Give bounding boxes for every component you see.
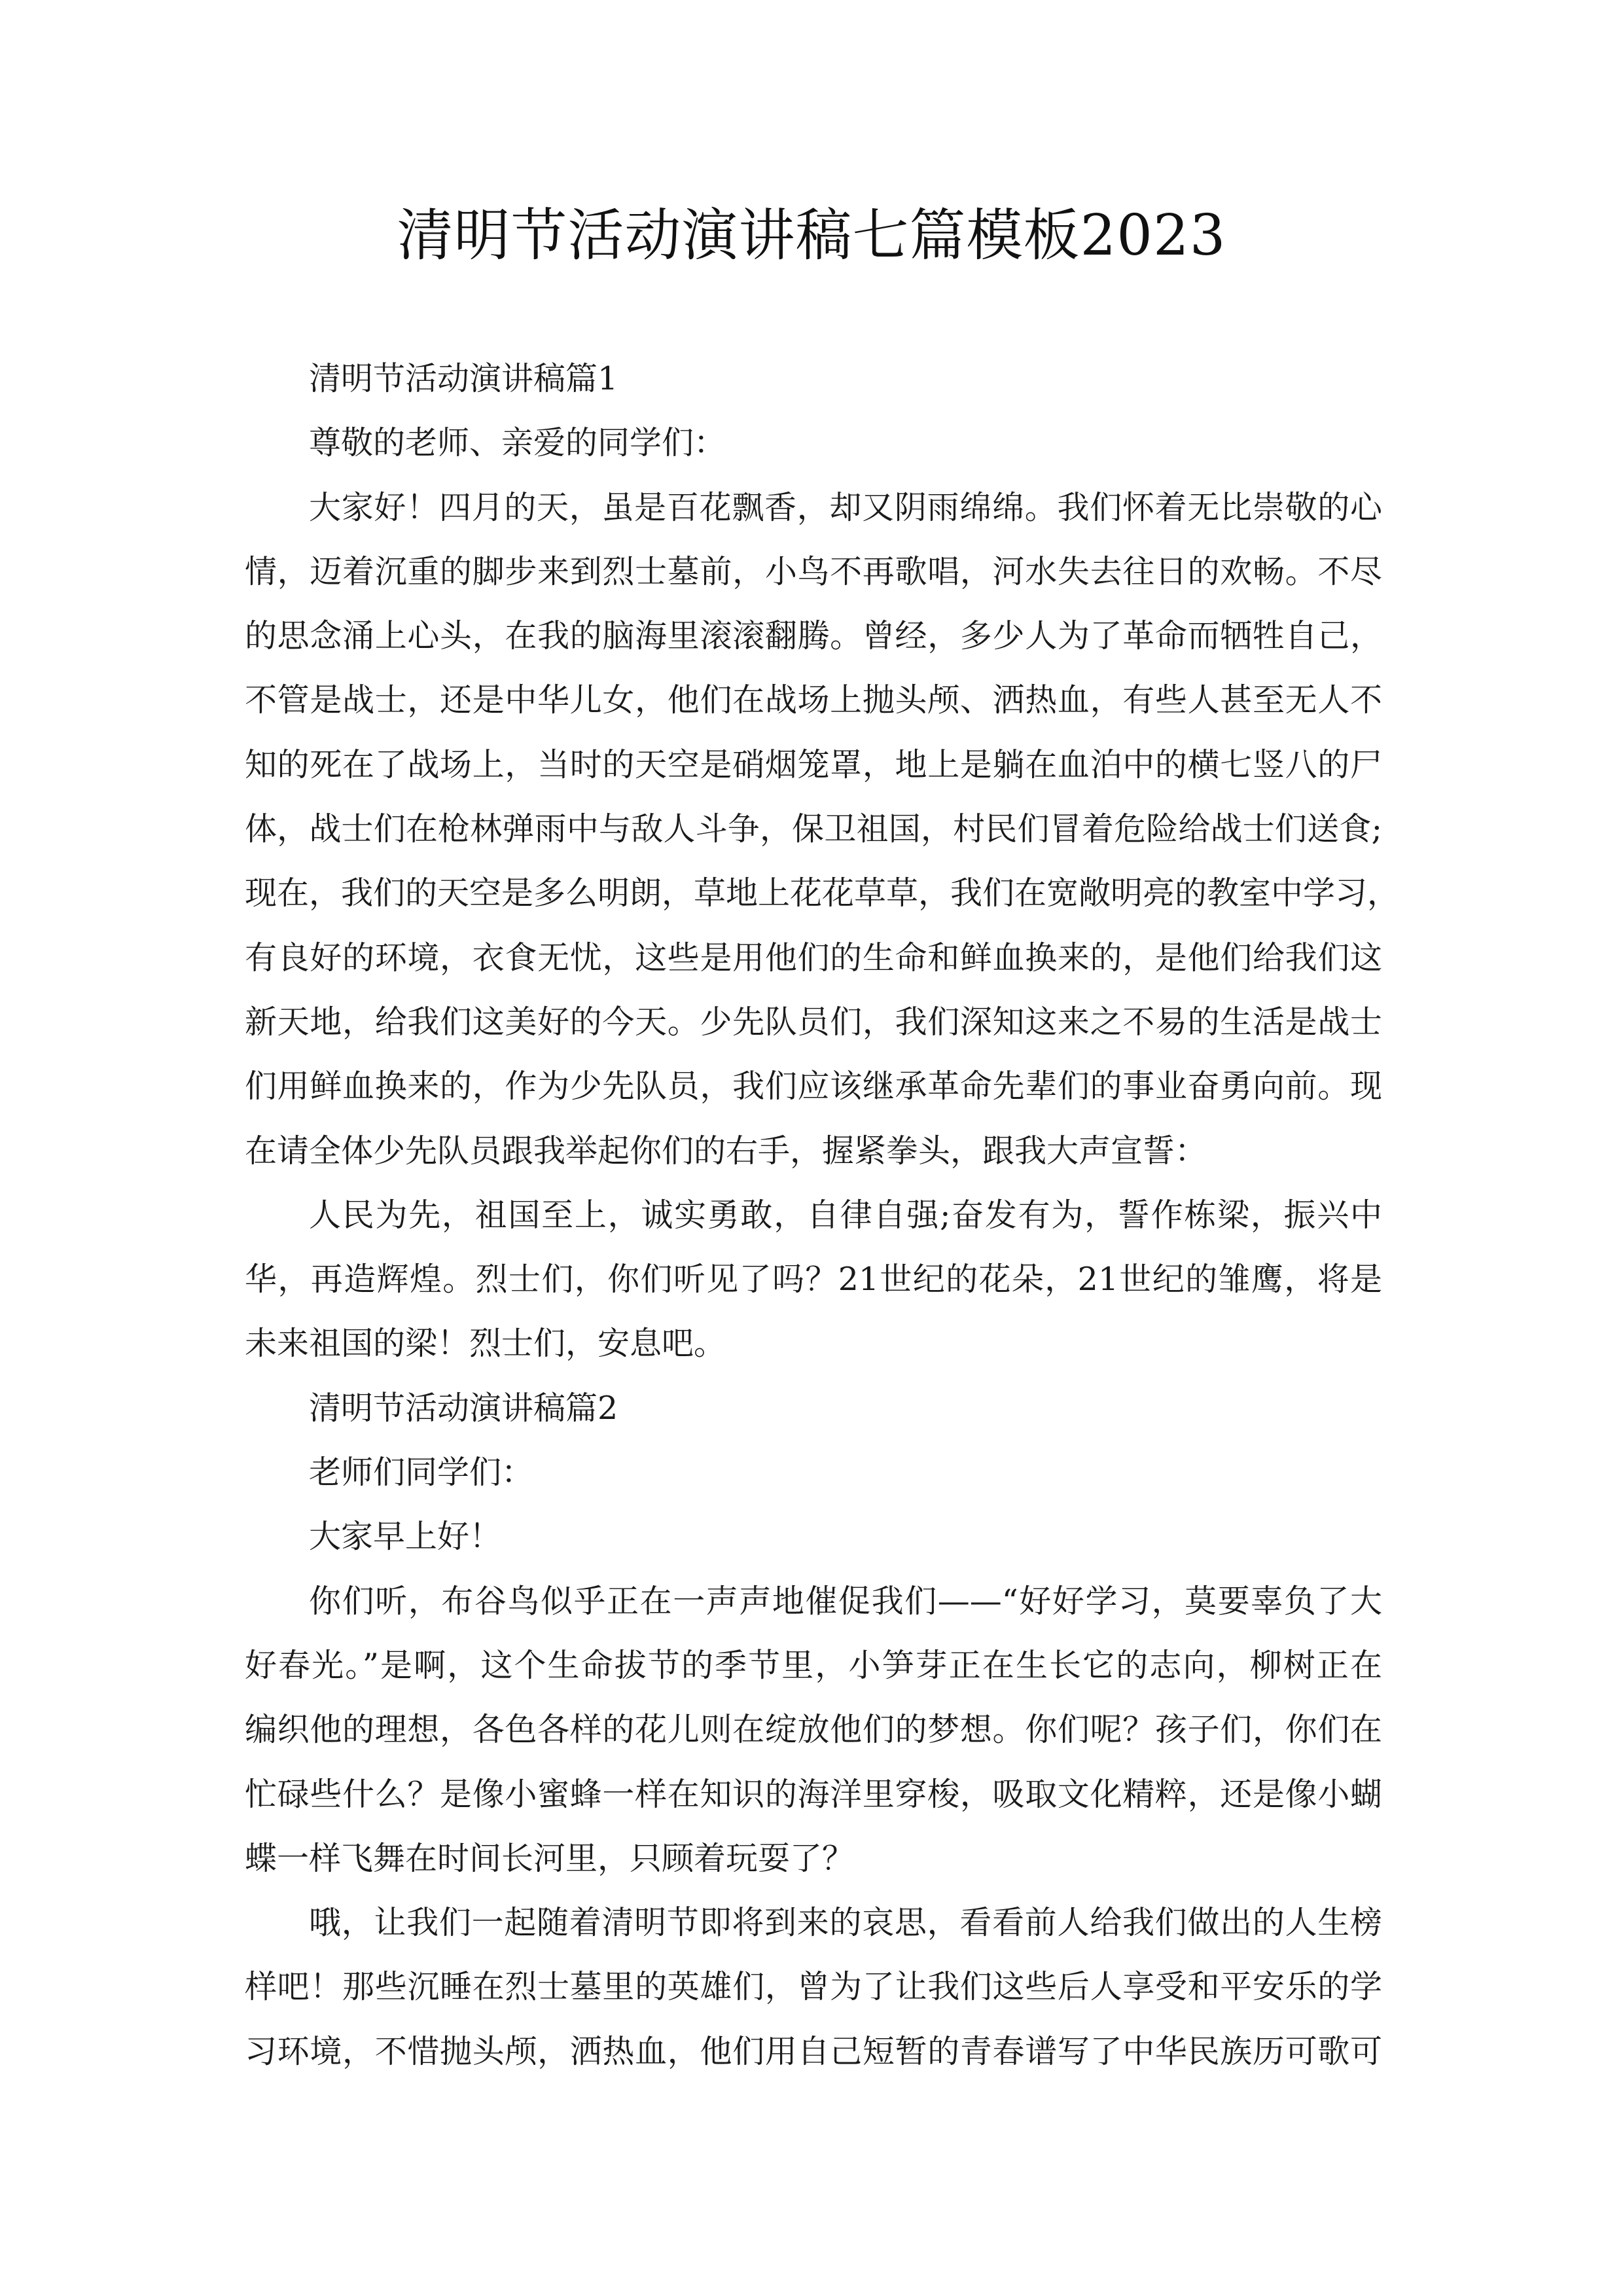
- paragraph-line: 新天地，给我们这美好的今天。少先队员们，我们深知这来之不易的生活是战士: [245, 1003, 1382, 1041]
- paragraph-line: 人民为先，祖国至上，诚实勇敢，自律自强;奋发有为，誓作栋梁，振兴中: [309, 1196, 1382, 1234]
- paragraph-line: 现在，我们的天空是多么明朗，草地上花花草草，我们在宽敞明亮的教室中学习，: [245, 874, 1400, 912]
- paragraph-line: 清明节活动演讲稿篇1: [309, 360, 618, 397]
- paragraph-line: 不管是战士，还是中华儿女，他们在战场上抛头颅、洒热血，有些人甚至无人不: [245, 681, 1382, 719]
- document-body: [245, 347, 1400, 2084]
- document-title: 清明节活动演讲稿七篇模板2023: [397, 203, 1226, 268]
- paragraph-line: 大家早上好！: [309, 1518, 502, 1556]
- paragraph-line: 体，战士们在枪林弹雨中与敌人斗争，保卫祖国，村民们冒着危险给战士们送食;: [245, 810, 1382, 848]
- paragraph-line: 知的死在了战场上，当时的天空是硝烟笼罩，地上是躺在血泊中的横七竖八的尸: [245, 745, 1382, 783]
- paragraph-line: 忙碌些什么？是像小蜜蜂一样在知识的海洋里穿梭，吸取文化精粹，还是像小蝴: [245, 1775, 1382, 1813]
- paragraph-line: 清明节活动演讲稿篇2: [309, 1389, 618, 1427]
- paragraph-line: 有良好的环境，衣食无忧，这些是用他们的生命和鲜血换来的，是他们给我们这: [245, 939, 1382, 977]
- paragraph-line: 在请全体少先队员跟我举起你们的右手，握紧拳头，跟我大声宣誓：: [245, 1132, 1207, 1170]
- paragraph-line: 老师们同学们：: [309, 1454, 534, 1492]
- paragraph-line: 大家好！四月的天，虽是百花飘香，却又阴雨绵绵。我们怀着无比崇敬的心: [309, 488, 1382, 526]
- paragraph-line: 编织他的理想，各色各样的花儿则在绽放他们的梦想。你们呢？孩子们，你们在: [245, 1711, 1382, 1749]
- paragraph-line: 的思念涌上心头，在我的脑海里滚滚翻腾。曾经，多少人为了革命而牺牲自己，: [245, 617, 1382, 655]
- paragraph-line: 哦，让我们一起随着清明节即将到来的哀思，看看前人给我们做出的人生榜: [309, 1904, 1382, 1942]
- paragraph-line: 你们听，布谷鸟似乎正在一声声地催促我们——“好好学习，莫要辜负了大: [309, 1582, 1382, 1620]
- paragraph-line: 们用鲜血换来的，作为少先队员，我们应该继承革命先辈们的事业奋勇向前。现: [245, 1067, 1382, 1105]
- paragraph-line: 华，再造辉煌。烈士们，你们听见了吗？21世纪的花朵，21世纪的雏鹰，将是: [245, 1261, 1382, 1299]
- paragraph-line: 情，迈着沉重的脚步来到烈士墓前，小鸟不再歌唱，河水失去往日的欢畅。不尽: [245, 552, 1382, 590]
- paragraph-line: 未来祖国的梁！烈士们，安息吧。: [245, 1325, 726, 1363]
- paragraph-line: 蝶一样飞舞在时间长河里，只顾着玩耍了？: [245, 1839, 855, 1877]
- paragraph-line: 习环境，不惜抛头颅，洒热血，他们用自己短暂的青春谱写了中华民族历可歌可: [245, 2032, 1382, 2070]
- paragraph-line: 样吧！那些沉睡在烈士墓里的英雄们，曾为了让我们这些后人享受和平安乐的学: [245, 1968, 1382, 2006]
- paragraph-line: 尊敬的老师、亲爱的同学们：: [309, 424, 726, 462]
- paragraph-line: 好春光。”是啊，这个生命拔节的季节里，小笋芽正在生长它的志向，柳树正在: [245, 1646, 1382, 1684]
